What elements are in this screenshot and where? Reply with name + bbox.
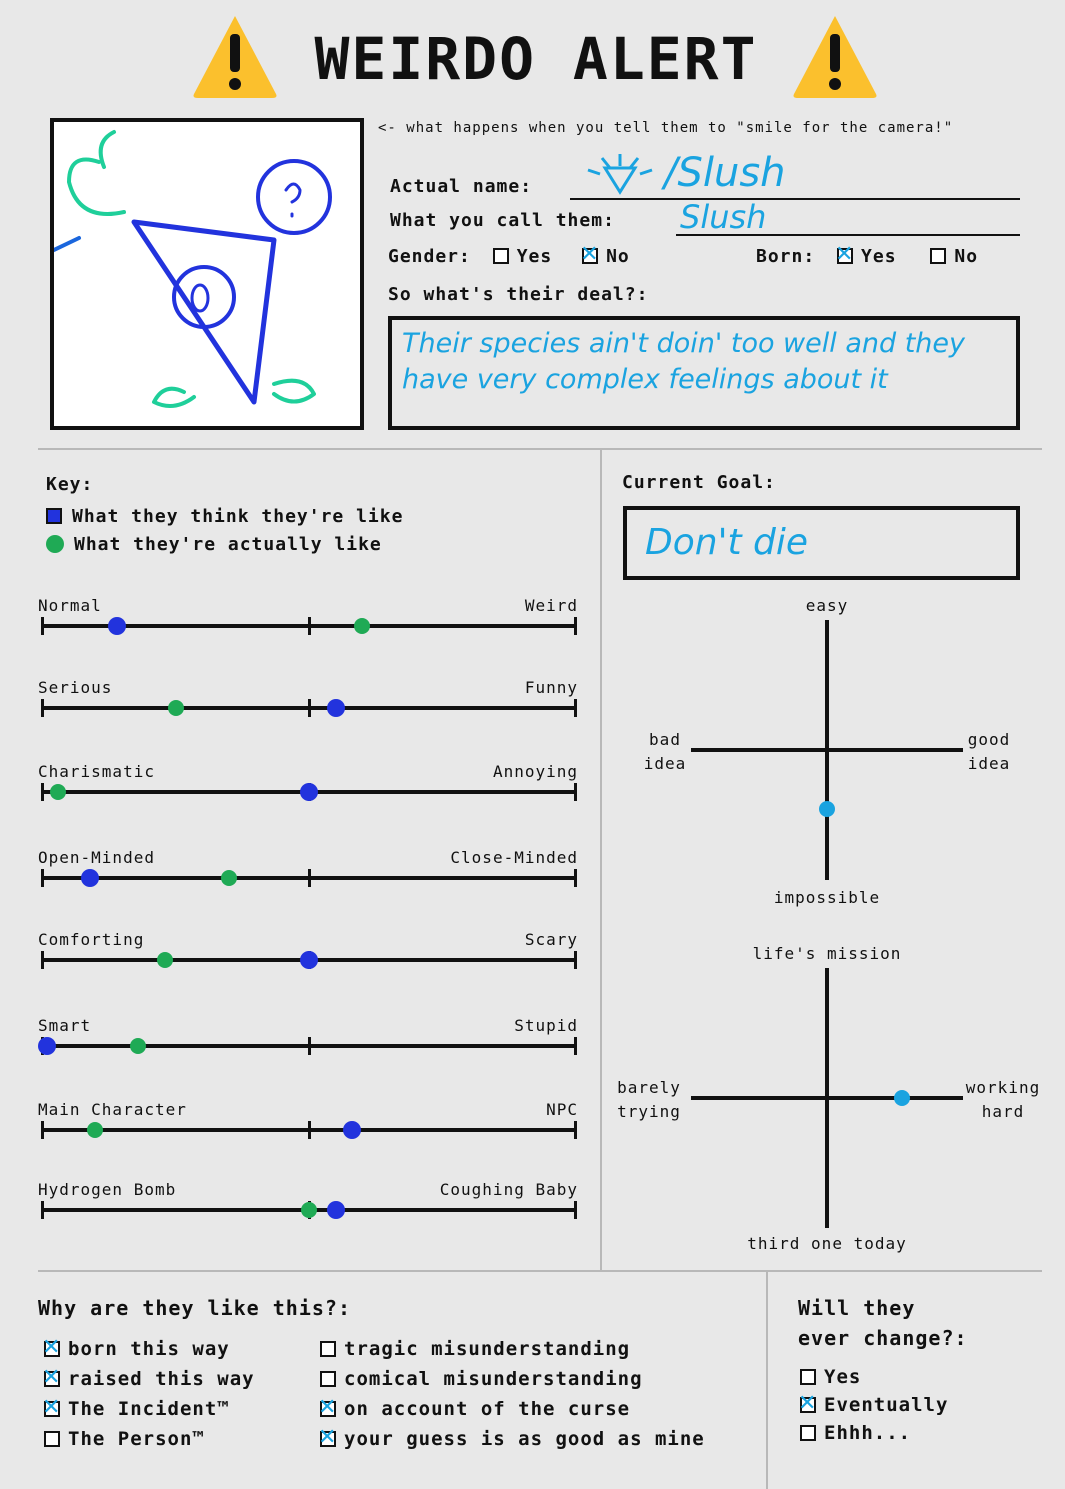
slider-tick-end xyxy=(574,869,577,887)
slider-tick-mid xyxy=(308,1037,311,1055)
slider-think-dot[interactable] xyxy=(108,617,126,635)
why-option-label: raised this way xyxy=(68,1368,255,1390)
slider-left-label: Main Character xyxy=(38,1100,187,1119)
slider-actual-dot[interactable] xyxy=(130,1038,146,1054)
why-option-label: your guess is as good as mine xyxy=(344,1428,705,1450)
portrait-drawing xyxy=(54,122,360,426)
portrait-frame xyxy=(50,118,364,430)
gender-label: Gender: xyxy=(388,246,471,267)
slider-right-label: Funny xyxy=(524,678,578,697)
change-option[interactable] xyxy=(800,1422,911,1444)
chart-top-label: life's mission xyxy=(752,944,902,963)
slider-actual-dot[interactable] xyxy=(87,1122,103,1138)
slider-actual-dot[interactable] xyxy=(157,952,173,968)
born-no-checkbox[interactable] xyxy=(930,248,946,264)
why-option-label: tragic misunderstanding xyxy=(344,1338,631,1360)
slider-tick-end xyxy=(574,783,577,801)
change-title-line1: Will they xyxy=(798,1296,916,1320)
slider-actual-dot[interactable] xyxy=(354,618,370,634)
slider-actual-dot[interactable] xyxy=(50,784,66,800)
slider-tick-mid xyxy=(308,617,311,635)
change-option-label: Ehhh... xyxy=(824,1422,912,1444)
goal-box[interactable] xyxy=(623,506,1020,580)
slider-tick-end xyxy=(574,951,577,969)
divider-middle xyxy=(600,450,602,1270)
change-option[interactable] xyxy=(800,1366,861,1388)
why-option-label: on account of the curse xyxy=(344,1398,631,1420)
why-option[interactable] xyxy=(320,1428,705,1450)
key-think-label: What they think they're like xyxy=(72,506,404,527)
slider-think-dot[interactable] xyxy=(327,699,345,717)
why-option-label: The Incident™ xyxy=(68,1398,230,1420)
warning-icon-right xyxy=(790,12,880,100)
slider-left-label: Smart xyxy=(38,1016,92,1035)
key-actual-swatch xyxy=(46,535,64,553)
slider-left-label: Comforting xyxy=(38,930,145,949)
slider-tick-mid xyxy=(308,1121,311,1139)
chart-right-label: working hard xyxy=(965,1078,1041,1121)
slider-think-dot[interactable] xyxy=(38,1037,56,1055)
slider-tick-start xyxy=(41,617,44,635)
why-checkbox[interactable] xyxy=(44,1341,60,1357)
key-title: Key: xyxy=(46,474,94,495)
slider-right-label: NPC xyxy=(546,1100,578,1119)
slider-tick-start xyxy=(41,1201,44,1219)
chart-bottom-label: impossible xyxy=(773,888,881,907)
slider-tick-end xyxy=(574,699,577,717)
change-checkbox[interactable] xyxy=(800,1425,816,1441)
why-option[interactable] xyxy=(320,1338,630,1360)
call-value: Slush xyxy=(680,198,767,236)
divider-bottom xyxy=(38,1270,1042,1272)
chart-horizontal-axis xyxy=(691,1096,963,1100)
born-yes-label: Yes xyxy=(861,246,897,267)
change-checkbox[interactable] xyxy=(800,1397,816,1413)
page-title: WEIRDO ALERT xyxy=(314,25,758,93)
deal-box[interactable] xyxy=(388,316,1020,430)
slider-tick-end xyxy=(574,1201,577,1219)
slider-tick-start xyxy=(41,951,44,969)
why-checkbox[interactable] xyxy=(44,1431,60,1447)
why-checkbox[interactable] xyxy=(320,1371,336,1387)
gender-no-checkbox[interactable] xyxy=(582,248,598,264)
goal-value: Don't die xyxy=(645,522,809,563)
why-option[interactable] xyxy=(320,1368,643,1390)
chart-right-label: good idea xyxy=(967,730,1011,773)
slider-think-dot[interactable] xyxy=(343,1121,361,1139)
why-option[interactable] xyxy=(44,1428,205,1450)
slider-think-dot[interactable] xyxy=(300,783,318,801)
why-option[interactable] xyxy=(44,1368,255,1390)
slider-think-dot[interactable] xyxy=(81,869,99,887)
slider-tick-start xyxy=(41,869,44,887)
slider-tick-end xyxy=(574,617,577,635)
chart-horizontal-axis xyxy=(691,748,963,752)
chart-bottom-label: third one today xyxy=(747,1234,907,1253)
slider-left-label: Open-Minded xyxy=(38,848,155,867)
slider-tick-end xyxy=(574,1121,577,1139)
goal-label: Current Goal: xyxy=(622,472,776,493)
why-option[interactable] xyxy=(320,1398,630,1420)
chart-point[interactable] xyxy=(894,1090,910,1106)
why-checkbox[interactable] xyxy=(320,1431,336,1447)
gender-yes-checkbox[interactable] xyxy=(493,248,509,264)
key-think-swatch xyxy=(46,508,62,524)
deal-value: Their species ain't doin' too well and they have very complex feelings about it xyxy=(402,328,966,395)
slider-tick-start xyxy=(41,783,44,801)
slider-actual-dot[interactable] xyxy=(301,1202,317,1218)
portrait-caption: <- what happens when you tell them to "smile for the camera!" xyxy=(378,120,954,136)
slider-tick-mid xyxy=(308,869,311,887)
slider-tick-end xyxy=(574,1037,577,1055)
slider-left-label: Hydrogen Bomb xyxy=(38,1180,177,1199)
born-yes-checkbox[interactable] xyxy=(837,248,853,264)
divider-bottom-right xyxy=(766,1272,768,1489)
chart-top-label: easy xyxy=(805,596,849,615)
key-actual-row xyxy=(46,534,382,555)
slider-right-label: Coughing Baby xyxy=(439,1180,578,1199)
key-think-row xyxy=(46,506,403,527)
actual-name-value: /Slush xyxy=(664,150,786,196)
warning-icon-left xyxy=(190,12,280,100)
born-label: Born: xyxy=(756,246,816,267)
slider-left-label: Serious xyxy=(38,678,113,697)
why-option-label: The Person™ xyxy=(68,1428,205,1450)
why-option[interactable] xyxy=(44,1398,230,1420)
gender-row xyxy=(388,246,630,267)
why-option-label: born this way xyxy=(68,1338,230,1360)
slider-tick-start xyxy=(41,1121,44,1139)
slider-right-label: Annoying xyxy=(492,762,578,781)
born-row xyxy=(756,246,978,267)
gender-no-label: No xyxy=(606,246,630,267)
slider-actual-dot[interactable] xyxy=(168,700,184,716)
slider-tick-start xyxy=(41,699,44,717)
why-checkbox[interactable] xyxy=(320,1401,336,1417)
chart-left-label: bad idea xyxy=(643,730,687,773)
slider-right-label: Weird xyxy=(524,596,578,615)
slider-think-dot[interactable] xyxy=(327,1201,345,1219)
chart-left-label: barely trying xyxy=(617,1078,681,1121)
slider-left-label: Normal xyxy=(38,596,102,615)
deal-label: So what's their deal?: xyxy=(388,284,649,305)
change-checkbox[interactable] xyxy=(800,1369,816,1385)
call-label: What you call them: xyxy=(390,210,615,231)
key-actual-label: What they're actually like xyxy=(74,534,382,555)
change-option-label: Eventually xyxy=(824,1394,949,1416)
slider-right-label: Stupid xyxy=(514,1016,578,1035)
gender-yes-label: Yes xyxy=(516,246,553,267)
change-title-line2: ever change?: xyxy=(798,1326,968,1350)
why-checkbox[interactable] xyxy=(44,1371,60,1387)
why-checkbox[interactable] xyxy=(44,1401,60,1417)
actual-name-glyph-icon xyxy=(580,150,670,200)
slider-right-label: Close-Minded xyxy=(450,848,578,867)
born-no-label: No xyxy=(954,246,979,267)
slider-actual-dot[interactable] xyxy=(221,870,237,886)
slider-right-label: Scary xyxy=(524,930,578,949)
chart-point[interactable] xyxy=(819,801,835,817)
why-title: Why are they like this?: xyxy=(38,1296,351,1320)
slider-tick-mid xyxy=(308,699,311,717)
divider-top xyxy=(38,448,1042,450)
why-option[interactable] xyxy=(44,1338,230,1360)
change-option[interactable] xyxy=(800,1394,948,1416)
actual-name-label: Actual name: xyxy=(390,176,533,197)
slider-think-dot[interactable] xyxy=(300,951,318,969)
change-option-label: Yes xyxy=(824,1366,862,1388)
slider-left-label: Charismatic xyxy=(38,762,155,781)
why-checkbox[interactable] xyxy=(320,1341,336,1357)
why-option-label: comical misunderstanding xyxy=(344,1368,643,1390)
